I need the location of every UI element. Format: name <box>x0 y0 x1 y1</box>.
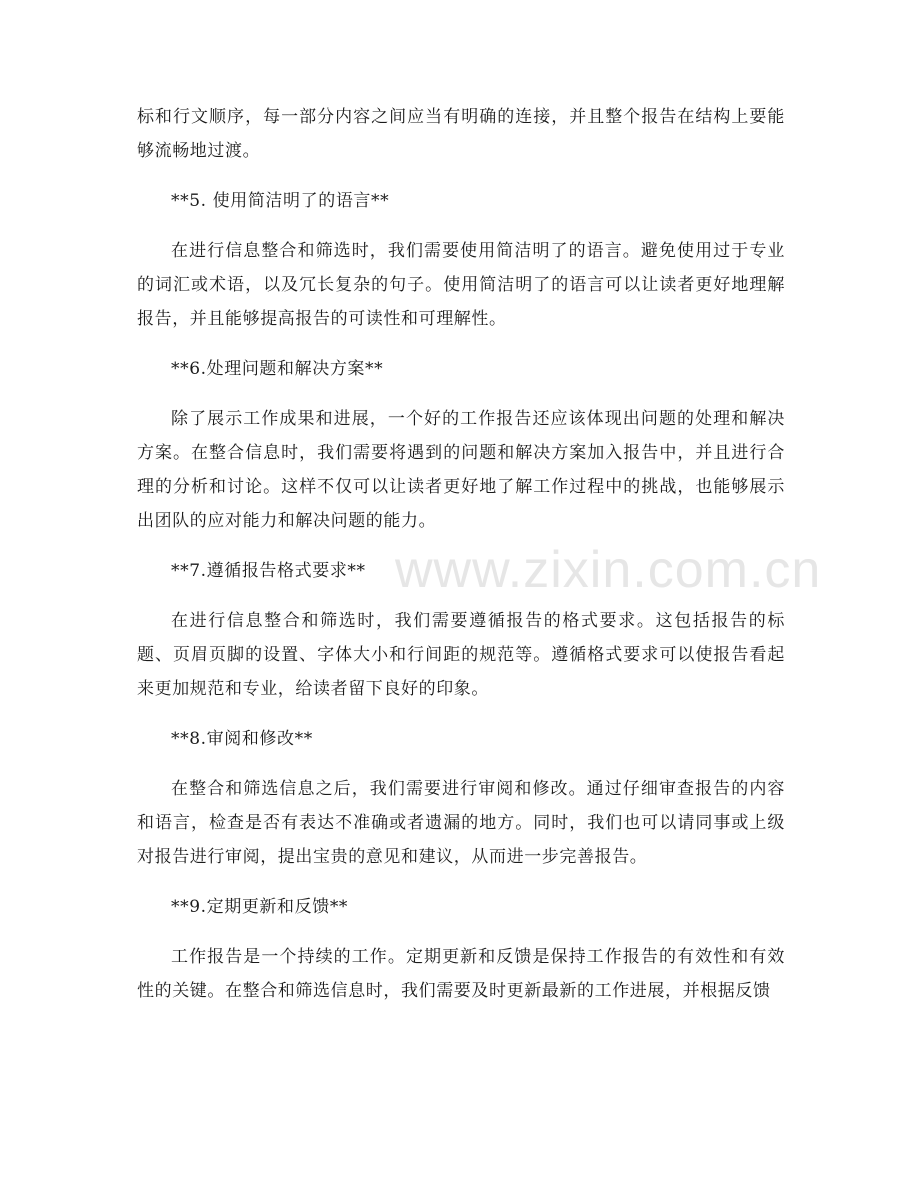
section-heading-5: **5. 使用简洁明了的语言** <box>171 191 390 211</box>
section-heading-9: **9.定期更新和反馈** <box>171 897 349 917</box>
paragraph-section-6: 除了展示工作成果和进展，一个好的工作报告还应该体现出问题的处理和解决方案。在整合信息时，我们需要将遇到的问题和解决方案加入报告中，并且进行合理的分析和讨论。这样不仅可以让读者更好地了解工作过程中的挑战，也能够展示出团队的应对能力和解决问题的能力。 <box>137 409 785 531</box>
section-heading-7: **7.遵循报告格式要求** <box>171 561 366 581</box>
paragraph-section-7: 在进行信息整合和筛选时，我们需要遵循报告的格式要求。这包括报告的标题、页眉页脚的设置、字体大小和行间距的规范等。遵循格式要求可以使报告看起来更加规范和专业，给读者留下良好的印象。 <box>137 611 785 699</box>
document-body <box>137 100 785 1024</box>
section-heading-6: **6.处理问题和解决方案** <box>171 359 384 379</box>
paragraph-section-5: 在进行信息整合和筛选时，我们需要使用简洁明了的语言。避免使用过于专业的词汇或术语，以及冗长复杂的句子。使用简洁明了的语言可以让读者更好地理解报告，并且能够提高报告的可读性和可理解性。 <box>137 241 785 329</box>
paragraph-section-9: 工作报告是一个持续的工作。定期更新和反馈是保持工作报告的有效性和有效性的关键。在整合和筛选信息时，我们需要及时更新最新的工作进展，并根据反馈 <box>137 947 785 1001</box>
paragraph-continued: 标和行文顺序，每一部分内容之间应当有明确的连接，并且整个报告在结构上要能够流畅地过渡。 <box>137 107 785 161</box>
section-heading-8: **8.审阅和修改** <box>171 729 313 749</box>
paragraph-section-8: 在整合和筛选信息之后，我们需要进行审阅和修改。通过仔细审查报告的内容和语言，检查是否有表达不准确或者遗漏的地方。同时，我们也可以请同事或上级对报告进行审阅，提出宝贵的意见和建议，从而进一步完善报告。 <box>137 779 785 867</box>
watermark: www.zixin.com.cn <box>395 541 822 599</box>
